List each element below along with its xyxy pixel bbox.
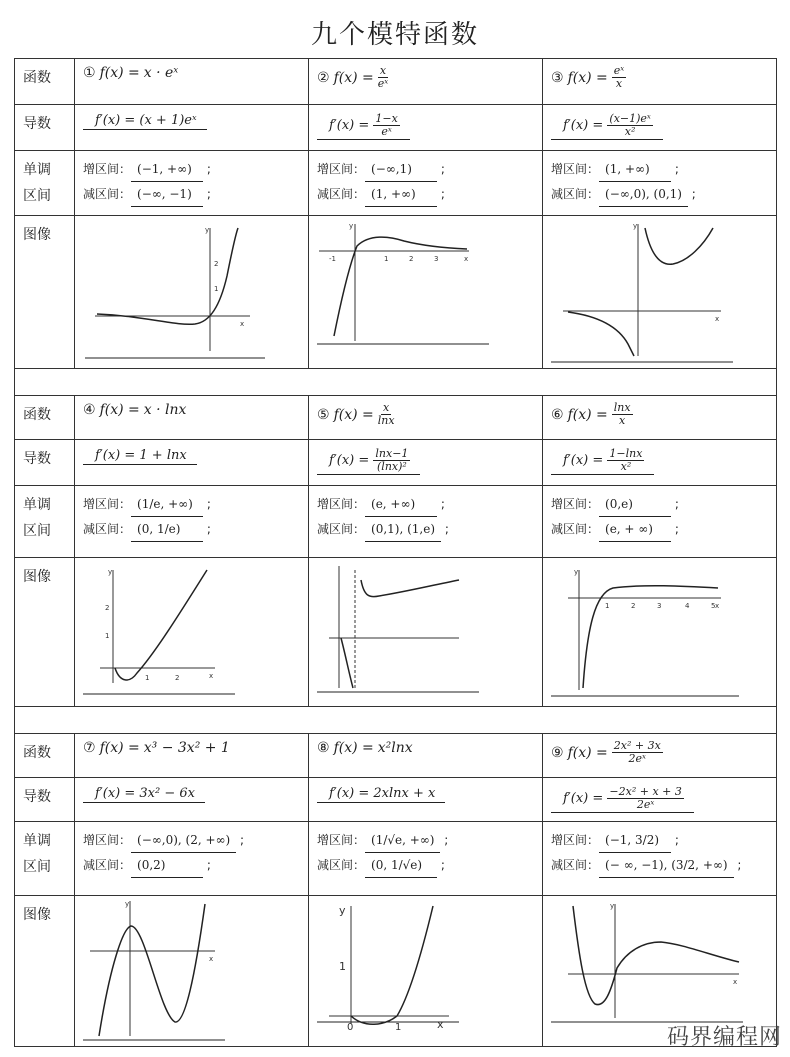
svg-text:x: x bbox=[715, 602, 720, 610]
watermark: 码界编程网 bbox=[666, 1025, 782, 1050]
svg-text:1: 1 bbox=[214, 285, 219, 293]
derivative-cell-1: f′(x) = (x + 1)eˣ bbox=[75, 105, 309, 151]
monotonic-cell-8: 增区间： (1/√e, +∞) ; 减区间： (0, 1/√e) ; bbox=[309, 822, 543, 896]
svg-text:0: 0 bbox=[347, 1022, 354, 1033]
svg-text:x: x bbox=[437, 1018, 444, 1031]
graph-cell-2 bbox=[309, 216, 543, 369]
svg-text:4: 4 bbox=[685, 602, 690, 610]
monotonic-cell-1: 增区间： (−1, +∞) ; 减区间： (−∞, −1) ; bbox=[75, 151, 309, 216]
svg-text:y: y bbox=[339, 904, 346, 917]
graph-8 bbox=[309, 896, 543, 1046]
row-label-function: 函数 bbox=[15, 59, 75, 105]
graph-5 bbox=[309, 558, 543, 706]
graph-cell-5 bbox=[309, 558, 543, 707]
row-label-monotonic: 单调 区间 bbox=[15, 822, 75, 896]
svg-text:2: 2 bbox=[105, 604, 110, 612]
graph-4 bbox=[75, 558, 309, 706]
derivative-cell-8: f′(x) = 2xlnx + x bbox=[309, 778, 543, 822]
graph-cell-4 bbox=[75, 558, 309, 707]
function-table bbox=[14, 58, 777, 1047]
svg-text:2: 2 bbox=[631, 602, 636, 610]
derivative-cell-3: f′(x) = $\frac{\text{(x−1)eˣ}}{\text{x²}}$ bbox=[543, 105, 777, 151]
svg-text:y: y bbox=[108, 568, 113, 576]
graph-3 bbox=[543, 216, 777, 368]
svg-text:y: y bbox=[633, 222, 638, 230]
svg-text:x: x bbox=[464, 255, 469, 263]
svg-text:x: x bbox=[209, 672, 214, 680]
svg-text:y: y bbox=[125, 900, 130, 908]
monotonic-cell-5: 增区间： (e, +∞) ; 减区间： (0,1), (1,e) ; bbox=[309, 486, 543, 558]
svg-text:3: 3 bbox=[434, 255, 439, 263]
section-gap-2 bbox=[15, 707, 777, 734]
svg-text:1: 1 bbox=[395, 1022, 402, 1033]
monotonic-cell-6: 增区间： (0,e) ; 减区间： (e, + ∞) ; bbox=[543, 486, 777, 558]
svg-text:x: x bbox=[240, 320, 245, 328]
svg-text:2: 2 bbox=[214, 260, 219, 268]
monotonic-cell-2: 增区间： (−∞,1) ; 减区间： (1, +∞) ; bbox=[309, 151, 543, 216]
svg-text:y: y bbox=[205, 226, 210, 234]
function-cell-7: ⑦ f(x) = x³ − 3x² + 1 bbox=[75, 734, 309, 778]
svg-text:3: 3 bbox=[657, 602, 662, 610]
monotonic-cell-4: 增区间： (1/e, +∞) ; 减区间： (0, 1/e) ; bbox=[75, 486, 309, 558]
graph-cell-7 bbox=[75, 896, 309, 1047]
svg-text:x: x bbox=[715, 315, 720, 323]
monotonic-cell-7: 增区间： (−∞,0), (2, +∞) ; 减区间： (0,2) ; bbox=[75, 822, 309, 896]
graph-2 bbox=[309, 216, 543, 368]
derivative-cell-6: f′(x) = $\frac{1-\ln x}{\text{x²}}$ bbox=[543, 440, 777, 486]
graph-cell-3 bbox=[543, 216, 777, 369]
svg-text:1: 1 bbox=[384, 255, 389, 263]
svg-text:y: y bbox=[610, 902, 615, 910]
row-label-derivative: 导数 bbox=[15, 105, 75, 151]
function-cell-2: ② f(x) = $\frac{x}{\text{eˣ}}$ bbox=[309, 59, 543, 105]
section-gap-1 bbox=[15, 369, 777, 396]
row-label-graph: 图像 bbox=[15, 558, 75, 707]
graph-6 bbox=[543, 558, 777, 706]
svg-text:x: x bbox=[733, 978, 738, 986]
graph-cell-8 bbox=[309, 896, 543, 1047]
function-cell-1: ① f(x) = x · eˣ bbox=[75, 59, 309, 105]
graph-cell-1 bbox=[75, 216, 309, 369]
svg-text:1: 1 bbox=[605, 602, 610, 610]
graph-cell-6 bbox=[543, 558, 777, 707]
row-label-function: 函数 bbox=[15, 734, 75, 778]
svg-text:2: 2 bbox=[409, 255, 414, 263]
svg-text:1: 1 bbox=[339, 960, 346, 973]
function-cell-6: ⑥ f(x) = $\frac{\ln x}{x}$ bbox=[543, 396, 777, 440]
row-label-monotonic: 单调 区间 bbox=[15, 486, 75, 558]
derivative-cell-4: f′(x) = 1 + lnx bbox=[75, 440, 309, 486]
svg-text:x: x bbox=[209, 955, 214, 963]
function-cell-5: ⑤ f(x) = $\frac{x}{\ln x}$ bbox=[309, 396, 543, 440]
svg-text:y: y bbox=[574, 568, 579, 576]
function-cell-9: ⑨ f(x) = $\frac{\text{2x² + 3x}}{\text{2eˣ}}$ bbox=[543, 734, 777, 778]
function-cell-3: ③ f(x) = $\frac{\text{eˣ}}{x}$ bbox=[543, 59, 777, 105]
derivative-cell-9: f′(x) = $\frac{\text{−2x² + x + 3}}{\text{2eˣ}}$ bbox=[543, 778, 777, 822]
row-label-graph: 图像 bbox=[15, 216, 75, 369]
graph-7 bbox=[75, 896, 309, 1046]
page-title: 九个模特函数 bbox=[310, 20, 479, 50]
graph-1 bbox=[75, 216, 309, 368]
row-label-monotonic: 单调 区间 bbox=[15, 151, 75, 216]
svg-text:2: 2 bbox=[175, 674, 180, 682]
function-cell-8: ⑧ f(x) = x²lnx bbox=[309, 734, 543, 778]
svg-text:1: 1 bbox=[145, 674, 150, 682]
svg-text:5: 5 bbox=[711, 602, 716, 610]
monotonic-cell-3: 增区间： (1, +∞) ; 减区间： (−∞,0), (0,1) ; bbox=[543, 151, 777, 216]
derivative-cell-2: f′(x) = $\frac{1-x}{\text{eˣ}}$ bbox=[309, 105, 543, 151]
svg-text:-1: -1 bbox=[329, 255, 336, 263]
function-cell-4: ④ f(x) = x · lnx bbox=[75, 396, 309, 440]
derivative-cell-5: f′(x) = $\frac{\ln x-1}{\text{(lnx)²}}$ bbox=[309, 440, 543, 486]
svg-text:1: 1 bbox=[105, 632, 110, 640]
row-label-graph: 图像 bbox=[15, 896, 75, 1047]
derivative-cell-7: f′(x) = 3x² − 6x bbox=[75, 778, 309, 822]
row-label-derivative: 导数 bbox=[15, 440, 75, 486]
monotonic-cell-9: 增区间： (−1, 3/2) ; 减区间： (− ∞, −1), (3/2, +∞) ; bbox=[543, 822, 777, 896]
row-label-function: 函数 bbox=[15, 396, 75, 440]
row-label-derivative: 导数 bbox=[15, 778, 75, 822]
svg-text:y: y bbox=[349, 222, 354, 230]
